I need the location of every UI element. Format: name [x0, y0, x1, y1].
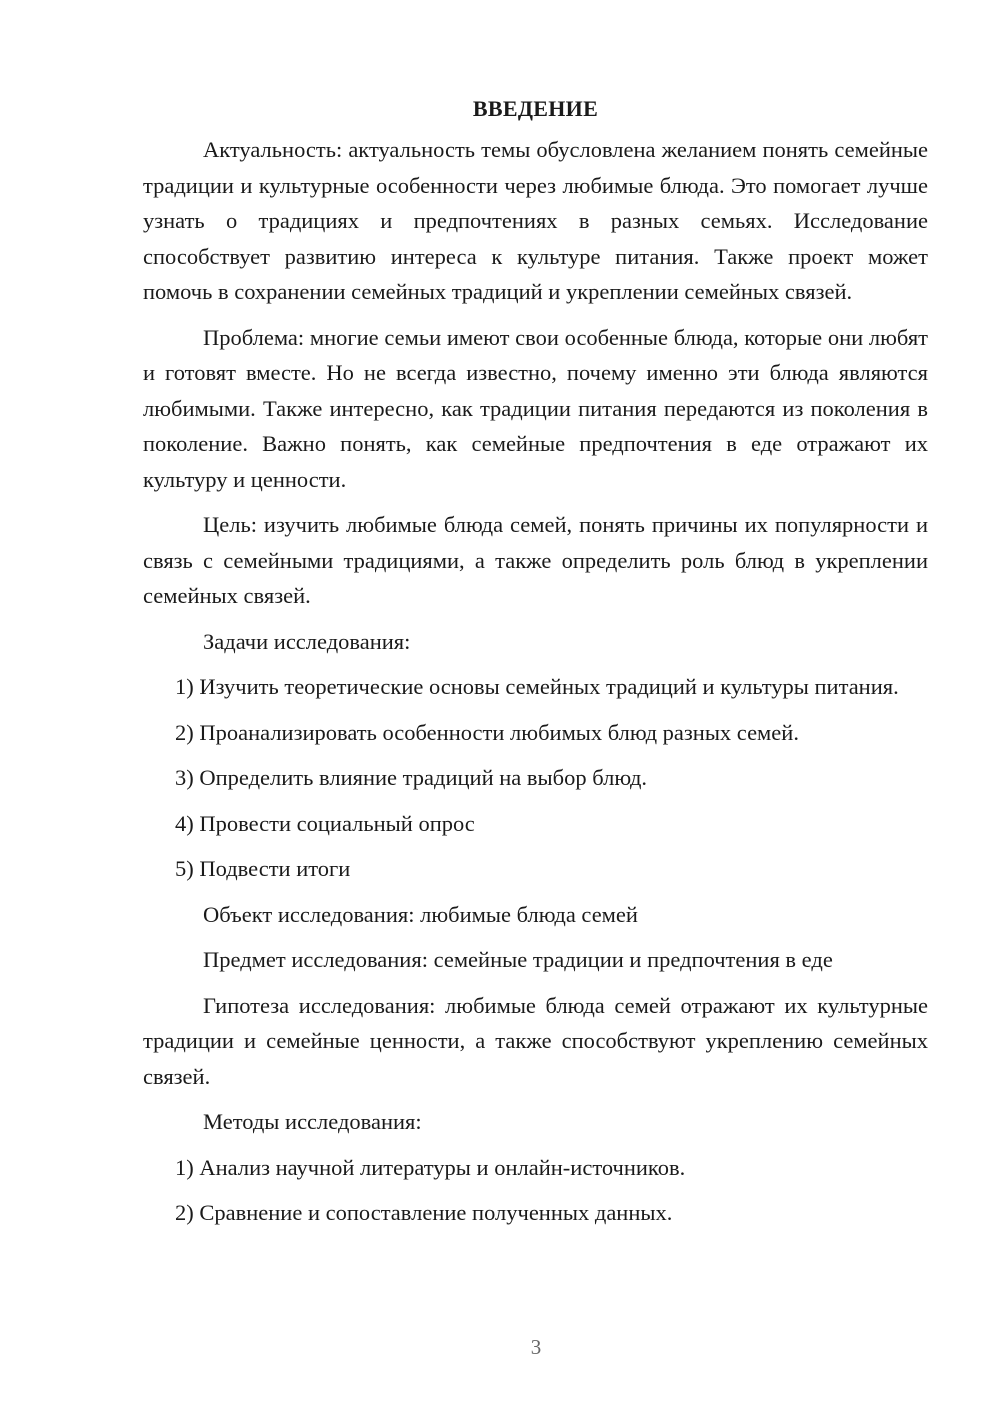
- method-item: 1) Анализ научной литературы и онлайн-источников.: [175, 1154, 686, 1180]
- research-object: Объект исследования: любимые блюда семей: [203, 901, 638, 927]
- task-item: 2) Проанализировать особенности любимых блюд разных семей.: [175, 719, 799, 745]
- goal-paragraph: Цель: изучить любимые блюда семей, понять причины их популярности и связь с семейными традициями, а также определить роль блюд в укреплении семейных связей.: [143, 512, 928, 608]
- task-item: 3) Определить влияние традиций на выбор блюд.: [175, 765, 648, 790]
- research-subject: Предмет исследования: семейные традиции и предпочтения в еде: [203, 947, 833, 972]
- task-item: 1) Изучить теоретические основы семейных традиций и культуры питания.: [175, 674, 899, 699]
- methods-heading: Методы исследования:: [203, 1109, 422, 1134]
- tasks-heading: Задачи исследования:: [203, 628, 411, 654]
- page-title: ВВЕДЕНИЕ: [472, 96, 599, 121]
- relevance-paragraph: Актуальность: актуальность темы обусловлена желанием понять семейные традиции и культурные особенности через любимые блюда. Это помогает лучше узнать о традициях и предпочтениях в разных семьях. Исследование способствует развитию интереса к культуре питания. Также проект может помочь в сохранении семейных традиций и укреплении семейных связей.: [143, 137, 928, 304]
- task-item: 5) Подвести итоги: [175, 856, 351, 881]
- problem-paragraph: Проблема: многие семьи имеют свои особенные блюда, которые они любят и готовят вместе. Но не всегда известно, почему именно эти блюда являются любимыми. Также интересно, как традиции питания передаются из поколения в поколение. Важно понять, как семейные предпочтения в еде отражают их культуру и ценности.: [143, 324, 928, 492]
- page-number: 3: [530, 1335, 542, 1359]
- page-content: [143, 94, 928, 1241]
- task-item: 4) Провести социальный опрос: [175, 810, 475, 836]
- method-item: 2) Сравнение и сопоставление полученных данных.: [175, 1200, 673, 1225]
- hypothesis-paragraph: Гипотеза исследования: любимые блюда семей отражают их культурные традиции и семейные ценности, а также способствуют укреплению семейных связей.: [143, 992, 928, 1089]
